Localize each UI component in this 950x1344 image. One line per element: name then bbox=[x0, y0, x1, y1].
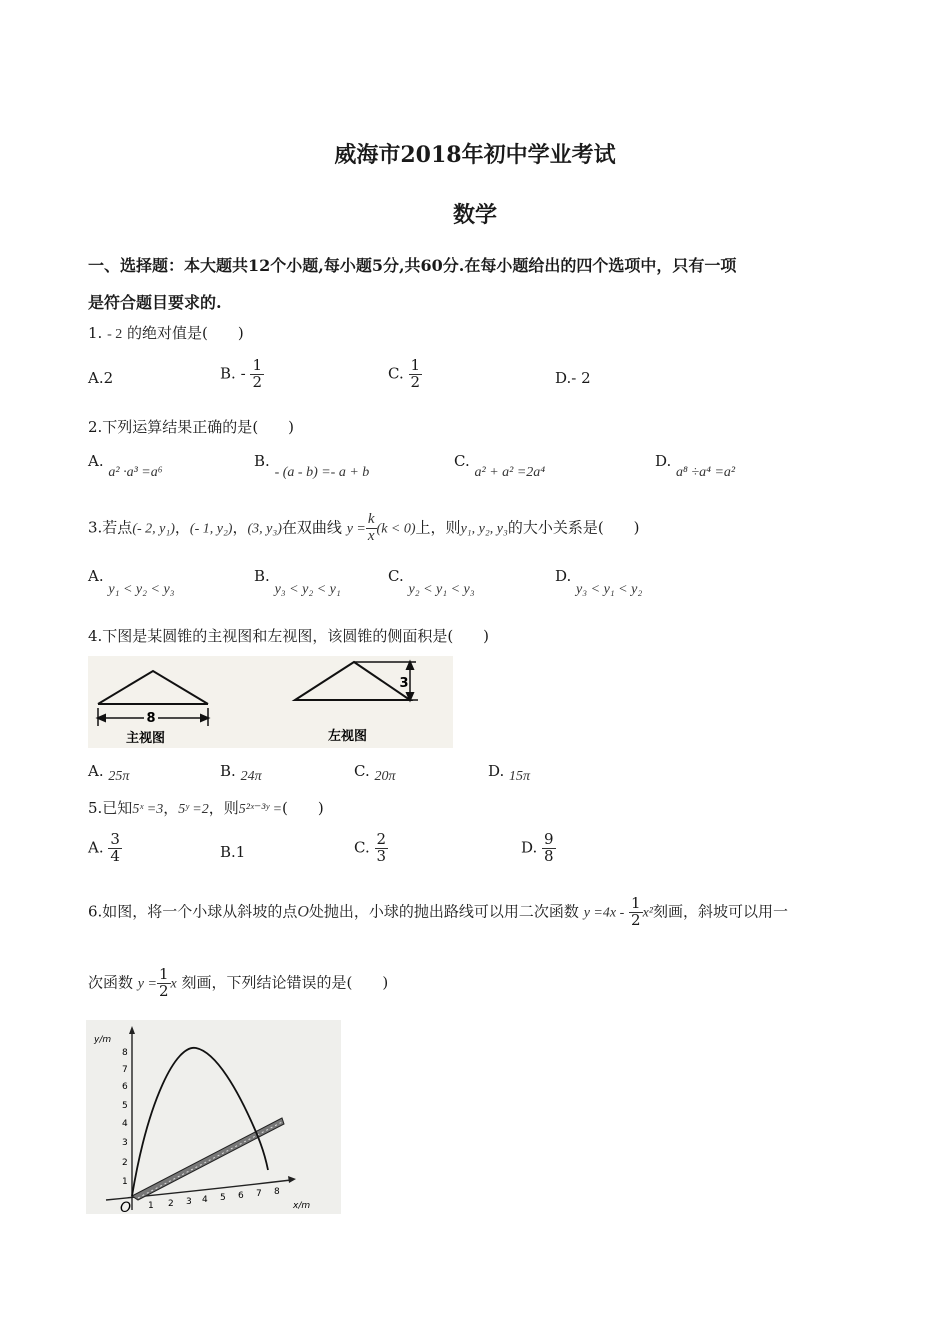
q6-text-end: 刻画，斜坡可以用一 bbox=[652, 902, 788, 921]
q5-option-c bbox=[354, 832, 388, 865]
y-axis-arrow bbox=[129, 1026, 135, 1034]
slope-band bbox=[132, 1118, 284, 1200]
q3-text-post: 上，则 bbox=[415, 518, 461, 537]
parabola-curve bbox=[132, 1048, 268, 1196]
q3-text-end: 的大小关系是( ) bbox=[507, 518, 640, 537]
q1-expr: - 2 bbox=[107, 327, 123, 342]
q5-option-b bbox=[220, 843, 245, 861]
q1-text: 的绝对值是( ) bbox=[127, 324, 244, 342]
option-expr: y₁ < y₂ < y₃ bbox=[108, 582, 175, 597]
option-label: C. bbox=[354, 762, 370, 780]
q1-option-b bbox=[220, 358, 264, 391]
question-5: 5.已知5ˣ =3，5ʸ =2，则5²ˣ⁻³ʸ =( ) bbox=[88, 799, 324, 817]
option-label: C. bbox=[388, 567, 404, 585]
option-sign: - bbox=[240, 364, 246, 383]
origin-label: O bbox=[120, 1200, 132, 1214]
q5-option-a bbox=[88, 832, 122, 865]
q6-point: O bbox=[297, 903, 309, 921]
q3-text-mid: 在双曲线 bbox=[281, 518, 342, 537]
q6-func2-left: y = bbox=[137, 976, 157, 992]
q6-text-pre: 6.如图，将一个小球从斜坡的点 bbox=[88, 902, 298, 921]
q6-func1-right: x² bbox=[642, 905, 653, 921]
q3-vars: y₁, y₂, y₃ bbox=[460, 521, 508, 537]
option-label: A. bbox=[88, 838, 104, 857]
q3-option-c bbox=[388, 567, 475, 597]
y-tick-1: 1 bbox=[122, 1177, 128, 1187]
exam-title: 威海市2018年初中学业考试 bbox=[334, 142, 616, 168]
question-1 bbox=[88, 322, 244, 343]
x-axis-arrow bbox=[288, 1176, 296, 1183]
fraction: $\frac{9}{8}$ bbox=[544, 830, 554, 865]
option-value: 2 bbox=[103, 369, 114, 387]
x-tick-4: 4 bbox=[202, 1195, 208, 1205]
question-4: 4.下图是某圆锥的主视图和左视图，该圆锥的侧面积是( ) bbox=[88, 627, 490, 645]
q4-option-d bbox=[488, 762, 531, 784]
q2-option-b bbox=[254, 452, 370, 480]
option-label: A. bbox=[88, 567, 104, 585]
option-label: D. bbox=[555, 369, 572, 387]
x-tick-5: 5 bbox=[220, 1193, 226, 1203]
option-label: C. bbox=[454, 452, 470, 470]
option-expr: a² + a² =2a⁴ bbox=[474, 465, 546, 480]
q2-option-d bbox=[655, 452, 736, 480]
option-expr: 15π bbox=[509, 769, 531, 784]
option-label: A. bbox=[88, 369, 104, 387]
option-label: C. bbox=[388, 364, 404, 383]
fraction: $\frac{2}{3}$ bbox=[376, 830, 387, 865]
option-expr: 25π bbox=[108, 769, 130, 784]
x-axis-label: x/m bbox=[293, 1201, 311, 1211]
option-expr: y₃ < y₂ < y₁ bbox=[274, 582, 341, 597]
option-expr: y₂ < y₁ < y₃ bbox=[408, 582, 475, 597]
fraction: $\frac{1}{2}$ bbox=[252, 356, 262, 391]
y-tick-6: 6 bbox=[122, 1082, 128, 1092]
q1-number: 1. bbox=[88, 324, 103, 342]
q3-condition: (k < 0) bbox=[376, 521, 416, 537]
section-instructions-line2: 是符合题目要求的. bbox=[88, 293, 222, 312]
fraction: $\frac{3}{4}$ bbox=[110, 830, 120, 865]
fraction: $\frac{1}{2}$ bbox=[410, 356, 421, 391]
q6-func1-fraction: $\frac{1}{2}$ bbox=[631, 894, 641, 929]
q6-text-mid: 处抛出，小球的抛出路线可以用二次函数 bbox=[308, 902, 579, 921]
q3-point-1: (- 2, y₁) bbox=[132, 521, 175, 537]
q6-func2-fraction: $\frac{1}{2}$ bbox=[158, 965, 169, 1000]
side-view-label: 左视图 bbox=[328, 729, 368, 744]
option-value: - 2 bbox=[571, 369, 591, 387]
y-tick-2: 2 bbox=[122, 1158, 128, 1168]
front-view-label: 主视图 bbox=[126, 731, 166, 746]
cone-views-figure bbox=[88, 656, 453, 748]
q5-text-mid: ，则 bbox=[208, 799, 239, 817]
x-tick-3: 3 bbox=[186, 1197, 192, 1207]
q4-option-c bbox=[354, 762, 396, 784]
option-expr: 24π bbox=[240, 769, 262, 784]
question-6-line2 bbox=[88, 967, 388, 1000]
option-expr: 20π bbox=[374, 769, 396, 784]
q2-option-c bbox=[454, 452, 546, 480]
option-label: D. bbox=[521, 838, 538, 857]
q3-option-d bbox=[555, 567, 643, 597]
q1-option-c bbox=[388, 358, 422, 391]
q5-expr-1: 5ˣ =3 bbox=[132, 802, 164, 817]
x-tick-1: 1 bbox=[148, 1201, 154, 1211]
option-expr: - (a - b) =- a + b bbox=[274, 465, 370, 480]
y-tick-7: 7 bbox=[122, 1065, 128, 1075]
q6-func2-right: x bbox=[170, 976, 177, 992]
y-tick-5: 5 bbox=[122, 1101, 128, 1111]
q5-text-pre: 5.已知 bbox=[88, 799, 133, 817]
q1-option-d bbox=[555, 369, 591, 387]
question-2: 2.下列运算结果正确的是( ) bbox=[88, 418, 295, 436]
q6-line2-end: 刻画，下列结论错误的是( ) bbox=[181, 973, 389, 992]
q5-option-d bbox=[521, 832, 556, 865]
q3-text-pre: 3.若点 bbox=[88, 518, 133, 537]
option-label: B. bbox=[220, 762, 236, 780]
q2-option-a bbox=[88, 452, 163, 480]
side-dim-label: 3 bbox=[399, 676, 409, 691]
y-tick-3: 3 bbox=[122, 1138, 128, 1148]
x-tick-8: 8 bbox=[274, 1187, 280, 1197]
option-expr: a⁸ ÷a⁴ =a² bbox=[676, 465, 736, 480]
y-tick-8: 8 bbox=[122, 1048, 128, 1058]
option-label: D. bbox=[488, 762, 505, 780]
q3-func-left: y = bbox=[346, 521, 366, 537]
subject-title: 数学 bbox=[452, 202, 497, 228]
option-label: B. bbox=[220, 364, 236, 383]
q4-option-b bbox=[220, 762, 262, 784]
q3-fraction: $\frac{k}{x}$ bbox=[367, 511, 375, 544]
option-value: 1 bbox=[235, 843, 246, 861]
option-label: B. bbox=[254, 452, 270, 470]
question-6-line1 bbox=[88, 896, 788, 929]
q3-point-2: (- 1, y₂) bbox=[189, 521, 233, 537]
q5-text-end: ( ) bbox=[282, 799, 324, 817]
y-tick-4: 4 bbox=[122, 1119, 128, 1129]
front-view-sides bbox=[98, 671, 208, 704]
q6-line2-pre: 次函数 bbox=[88, 973, 134, 992]
option-label: B. bbox=[254, 567, 270, 585]
side-view-triangle bbox=[295, 662, 410, 700]
q3-option-b bbox=[254, 567, 341, 597]
option-label: C. bbox=[354, 838, 370, 857]
q3-point-3: (3, y₃) bbox=[247, 521, 282, 537]
q1-option-a bbox=[88, 369, 113, 387]
option-label: D. bbox=[655, 452, 672, 470]
q4-option-a bbox=[88, 762, 130, 784]
q6-func1-left: y =4x - bbox=[583, 905, 625, 921]
projectile-graph-figure bbox=[86, 1020, 341, 1214]
option-label: D. bbox=[555, 567, 572, 585]
q5-expr-2: 5ʸ =2 bbox=[178, 802, 209, 817]
option-label: B. bbox=[220, 843, 236, 861]
x-tick-2: 2 bbox=[168, 1199, 174, 1209]
option-expr: a² ·a³ =a⁶ bbox=[108, 465, 163, 480]
y-axis-label: y/m bbox=[94, 1035, 112, 1045]
front-dim-label: 8 bbox=[146, 711, 156, 726]
option-label: A. bbox=[88, 452, 104, 470]
section-instructions-line1: 一、选择题：本大题共12个小题,每小题5分,共60分.在每小题给出的四个选项中，只有一项 bbox=[88, 256, 737, 275]
x-tick-6: 6 bbox=[238, 1191, 244, 1201]
option-label: A. bbox=[88, 762, 104, 780]
option-expr: y₃ < y₁ < y₂ bbox=[576, 582, 643, 597]
q3-option-a bbox=[88, 567, 175, 597]
projectile-graph-svg bbox=[86, 1020, 341, 1214]
x-tick-7: 7 bbox=[256, 1189, 262, 1199]
cone-views-svg bbox=[88, 656, 453, 748]
question-3: 3.若点(- 2, y₁)，(- 1, y₂)，(3, y₃)在双曲线 y = $\frac{k}{x}$ (k < 0)上，则y₁, y₂, y₃的大小关系是( ) bbox=[88, 511, 640, 544]
q5-expr-3: 5²ˣ⁻³ʸ = bbox=[238, 802, 283, 817]
